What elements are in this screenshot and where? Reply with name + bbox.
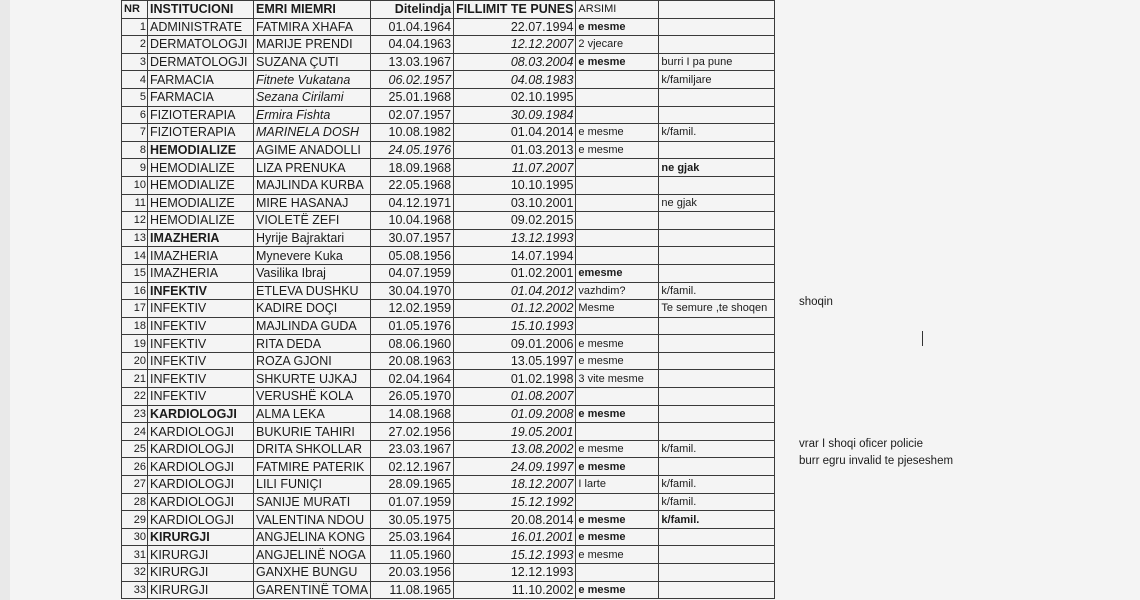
table-row <box>122 71 775 89</box>
table-row <box>122 88 775 106</box>
start-date-cell: 01.09.2008 <box>454 405 576 423</box>
education-cell <box>576 212 659 230</box>
start-date-cell: 15.12.1993 <box>454 546 576 564</box>
institution-cell: INFEKTIV <box>148 282 254 300</box>
start-date-cell: 20.08.2014 <box>454 511 576 529</box>
table-row <box>122 229 775 247</box>
table-row <box>122 176 775 194</box>
row-number: 12 <box>122 212 148 230</box>
education-cell: 2 vjecare <box>576 36 659 54</box>
row-number: 16 <box>122 282 148 300</box>
education-cell: e mesme <box>576 124 659 142</box>
table-row <box>122 53 775 71</box>
education-cell: e mesme <box>576 335 659 353</box>
institution-cell: HEMODIALIZE <box>148 212 254 230</box>
table-row <box>122 300 775 318</box>
start-date-cell: 09.01.2006 <box>454 335 576 353</box>
table-row <box>122 440 775 458</box>
start-date-cell: 13.08.2002 <box>454 440 576 458</box>
table-header-row <box>122 1 775 19</box>
start-date-cell: 01.08.2007 <box>454 388 576 406</box>
institution-cell: FIZIOTERAPIA <box>148 106 254 124</box>
name-cell: VERUSHË KOLA <box>254 388 371 406</box>
institution-cell: KIRURGJI <box>148 581 254 599</box>
education-cell <box>576 159 659 177</box>
birthdate-cell: 11.08.1965 <box>371 581 454 599</box>
institution-cell: HEMODIALIZE <box>148 194 254 212</box>
row-number: 28 <box>122 493 148 511</box>
institution-cell: INFEKTIV <box>148 300 254 318</box>
education-cell: e mesme <box>576 53 659 71</box>
header-ditelindja: Ditelindja <box>371 1 454 19</box>
name-cell: AGIME ANADOLLI <box>254 141 371 159</box>
start-date-cell: 01.12.2002 <box>454 300 576 318</box>
table-row <box>122 212 775 230</box>
notes-cell <box>659 335 775 353</box>
row-number: 22 <box>122 388 148 406</box>
name-cell: SANIJE MURATI <box>254 493 371 511</box>
institution-cell: INFEKTIV <box>148 352 254 370</box>
institution-cell: DERMATOLOGJI <box>148 53 254 71</box>
start-date-cell: 13.12.1993 <box>454 229 576 247</box>
start-date-cell: 01.04.2014 <box>454 124 576 142</box>
row-number: 20 <box>122 352 148 370</box>
row-number: 13 <box>122 229 148 247</box>
side-note-row26: burr egru invalid te pjeseshem <box>799 455 954 467</box>
birthdate-cell: 25.01.1968 <box>371 88 454 106</box>
table-row <box>122 511 775 529</box>
education-cell: e mesme <box>576 581 659 599</box>
notes-cell <box>659 546 775 564</box>
education-cell: emesme <box>576 264 659 282</box>
start-date-cell: 03.10.2001 <box>454 194 576 212</box>
start-date-cell: 08.03.2004 <box>454 53 576 71</box>
row-number: 1 <box>122 18 148 36</box>
start-date-cell: 22.07.1994 <box>454 18 576 36</box>
name-cell: MIRE HASANAJ <box>254 194 371 212</box>
name-cell: Ermira Fishta <box>254 106 371 124</box>
row-number: 30 <box>122 528 148 546</box>
name-cell: MARIJE PRENDI <box>254 36 371 54</box>
name-cell: VALENTINA NDOU <box>254 511 371 529</box>
header-shenime <box>659 1 775 19</box>
birthdate-cell: 06.02.1957 <box>371 71 454 89</box>
birthdate-cell: 04.04.1963 <box>371 36 454 54</box>
name-cell: VIOLETË ZEFI <box>254 212 371 230</box>
row-number: 32 <box>122 564 148 582</box>
institution-cell: KARDIOLOGJI <box>148 458 254 476</box>
start-date-cell: 12.12.1993 <box>454 564 576 582</box>
education-cell: e mesme <box>576 18 659 36</box>
row-number: 2 <box>122 36 148 54</box>
birthdate-cell: 01.05.1976 <box>371 317 454 335</box>
table-row <box>122 264 775 282</box>
institution-cell: HEMODIALIZE <box>148 176 254 194</box>
notes-cell <box>659 352 775 370</box>
birthdate-cell: 12.02.1959 <box>371 300 454 318</box>
table-row <box>122 106 775 124</box>
row-number: 8 <box>122 141 148 159</box>
education-cell <box>576 423 659 441</box>
education-cell: e mesme <box>576 546 659 564</box>
notes-cell <box>659 317 775 335</box>
name-cell: ANGJELINË NOGA <box>254 546 371 564</box>
birthdate-cell: 04.12.1971 <box>371 194 454 212</box>
start-date-cell: 14.07.1994 <box>454 247 576 265</box>
name-cell: GARENTINË TOMA <box>254 581 371 599</box>
table-row <box>122 476 775 494</box>
institution-cell: KIRURGJI <box>148 546 254 564</box>
institution-cell: FARMACIA <box>148 88 254 106</box>
institution-cell: INFEKTIV <box>148 388 254 406</box>
table-row <box>122 247 775 265</box>
text-cursor-mark <box>922 331 923 346</box>
name-cell: ROZA GJONI <box>254 352 371 370</box>
start-date-cell: 15.10.1993 <box>454 317 576 335</box>
birthdate-cell: 01.07.1959 <box>371 493 454 511</box>
birthdate-cell: 27.02.1956 <box>371 423 454 441</box>
notes-cell <box>659 528 775 546</box>
row-number: 3 <box>122 53 148 71</box>
notes-cell <box>659 264 775 282</box>
table-row <box>122 159 775 177</box>
birthdate-cell: 26.05.1970 <box>371 388 454 406</box>
document-page <box>10 0 1140 600</box>
birthdate-cell: 04.07.1959 <box>371 264 454 282</box>
row-number: 29 <box>122 511 148 529</box>
staff-table-container <box>121 0 775 599</box>
education-cell: e mesme <box>576 440 659 458</box>
notes-cell <box>659 18 775 36</box>
table-row <box>122 370 775 388</box>
start-date-cell: 10.10.1995 <box>454 176 576 194</box>
row-number: 23 <box>122 405 148 423</box>
notes-cell <box>659 247 775 265</box>
birthdate-cell: 18.09.1968 <box>371 159 454 177</box>
table-row <box>122 388 775 406</box>
name-cell: LILI FUNIÇI <box>254 476 371 494</box>
education-cell <box>576 317 659 335</box>
row-number: 33 <box>122 581 148 599</box>
institution-cell: KARDIOLOGJI <box>148 511 254 529</box>
education-cell <box>576 71 659 89</box>
table-row <box>122 194 775 212</box>
birthdate-cell: 23.03.1967 <box>371 440 454 458</box>
education-cell: e mesme <box>576 511 659 529</box>
institution-cell: IMAZHERIA <box>148 264 254 282</box>
row-number: 11 <box>122 194 148 212</box>
notes-cell <box>659 212 775 230</box>
name-cell: Sezana Cirilami <box>254 88 371 106</box>
notes-cell <box>659 423 775 441</box>
notes-cell <box>659 229 775 247</box>
name-cell: SHKURTE UJKAJ <box>254 370 371 388</box>
birthdate-cell: 22.05.1968 <box>371 176 454 194</box>
start-date-cell: 13.05.1997 <box>454 352 576 370</box>
notes-cell: k/famil. <box>659 282 775 300</box>
notes-cell <box>659 564 775 582</box>
notes-cell <box>659 458 775 476</box>
education-cell: e mesme <box>576 528 659 546</box>
table-row <box>122 282 775 300</box>
table-row <box>122 528 775 546</box>
notes-cell: Te semure ,te shoqen <box>659 300 775 318</box>
birthdate-cell: 13.03.1967 <box>371 53 454 71</box>
header-nr: NR <box>122 1 148 19</box>
name-cell: Hyrije Bajraktari <box>254 229 371 247</box>
notes-cell: ne gjak <box>659 159 775 177</box>
row-number: 9 <box>122 159 148 177</box>
table-row <box>122 423 775 441</box>
education-cell: Mesme <box>576 300 659 318</box>
name-cell: MAJLINDA GUDA <box>254 317 371 335</box>
education-cell <box>576 493 659 511</box>
table-row <box>122 405 775 423</box>
birthdate-cell: 11.05.1960 <box>371 546 454 564</box>
table-row <box>122 458 775 476</box>
birthdate-cell: 30.05.1975 <box>371 511 454 529</box>
side-note-row25: vrar I shoqi oficer policie <box>799 438 923 450</box>
education-cell: e mesme <box>576 141 659 159</box>
institution-cell: INFEKTIV <box>148 335 254 353</box>
notes-cell <box>659 388 775 406</box>
notes-cell: k/famil. <box>659 124 775 142</box>
name-cell: ALMA LEKA <box>254 405 371 423</box>
name-cell: RITA DEDA <box>254 335 371 353</box>
row-number: 24 <box>122 423 148 441</box>
education-cell <box>576 247 659 265</box>
row-number: 4 <box>122 71 148 89</box>
institution-cell: ADMINISTRATE <box>148 18 254 36</box>
institution-cell: KIRURGJI <box>148 564 254 582</box>
notes-cell <box>659 581 775 599</box>
start-date-cell: 11.10.2002 <box>454 581 576 599</box>
name-cell: ETLEVA DUSHKU <box>254 282 371 300</box>
name-cell: BUKURIE TAHIRI <box>254 423 371 441</box>
start-date-cell: 24.09.1997 <box>454 458 576 476</box>
name-cell: FATMIRA XHAFA <box>254 18 371 36</box>
institution-cell: KARDIOLOGJI <box>148 476 254 494</box>
birthdate-cell: 28.09.1965 <box>371 476 454 494</box>
table-row <box>122 546 775 564</box>
row-number: 7 <box>122 124 148 142</box>
birthdate-cell: 01.04.1964 <box>371 18 454 36</box>
table-row <box>122 317 775 335</box>
start-date-cell: 04.08.1983 <box>454 71 576 89</box>
notes-cell <box>659 405 775 423</box>
education-cell: I larte <box>576 476 659 494</box>
education-cell <box>576 388 659 406</box>
institution-cell: KIRURGJI <box>148 528 254 546</box>
birthdate-cell: 02.12.1967 <box>371 458 454 476</box>
notes-cell <box>659 88 775 106</box>
notes-cell <box>659 106 775 124</box>
table-row <box>122 352 775 370</box>
header-institucioni: INSTITUCIONI <box>148 1 254 19</box>
education-cell: e mesme <box>576 352 659 370</box>
start-date-cell: 02.10.1995 <box>454 88 576 106</box>
table-row <box>122 18 775 36</box>
institution-cell: IMAZHERIA <box>148 229 254 247</box>
row-number: 21 <box>122 370 148 388</box>
notes-cell: k/famil. <box>659 440 775 458</box>
start-date-cell: 19.05.2001 <box>454 423 576 441</box>
institution-cell: KARDIOLOGJI <box>148 493 254 511</box>
start-date-cell: 01.02.1998 <box>454 370 576 388</box>
institution-cell: FIZIOTERAPIA <box>148 124 254 142</box>
notes-cell: k/famil. <box>659 476 775 494</box>
notes-cell: burri I pa pune <box>659 53 775 71</box>
table-row <box>122 564 775 582</box>
education-cell: 3 vite mesme <box>576 370 659 388</box>
table-row <box>122 581 775 599</box>
name-cell: Mynevere Kuka <box>254 247 371 265</box>
row-number: 6 <box>122 106 148 124</box>
start-date-cell: 09.02.2015 <box>454 212 576 230</box>
education-cell <box>576 88 659 106</box>
row-number: 26 <box>122 458 148 476</box>
education-cell: e mesme <box>576 405 659 423</box>
institution-cell: HEMODIALIZE <box>148 141 254 159</box>
side-note-row17: shoqin <box>799 296 833 308</box>
start-date-cell: 30.09.1984 <box>454 106 576 124</box>
notes-cell <box>659 370 775 388</box>
birthdate-cell: 10.08.1982 <box>371 124 454 142</box>
education-cell: e mesme <box>576 458 659 476</box>
institution-cell: DERMATOLOGJI <box>148 36 254 54</box>
staff-table <box>121 0 775 599</box>
birthdate-cell: 30.07.1957 <box>371 229 454 247</box>
institution-cell: FARMACIA <box>148 71 254 89</box>
row-number: 14 <box>122 247 148 265</box>
birthdate-cell: 25.03.1964 <box>371 528 454 546</box>
start-date-cell: 18.12.2007 <box>454 476 576 494</box>
notes-cell <box>659 141 775 159</box>
birthdate-cell: 08.06.1960 <box>371 335 454 353</box>
row-number: 5 <box>122 88 148 106</box>
name-cell: KADIRE DOÇI <box>254 300 371 318</box>
notes-cell: k/famil. <box>659 511 775 529</box>
name-cell: Fitnete Vukatana <box>254 71 371 89</box>
name-cell: Vasilika Ibraj <box>254 264 371 282</box>
education-cell <box>576 564 659 582</box>
institution-cell: KARDIOLOGJI <box>148 405 254 423</box>
name-cell: ANGJELINA KONG <box>254 528 371 546</box>
name-cell: DRITA SHKOLLAR <box>254 440 371 458</box>
birthdate-cell: 14.08.1968 <box>371 405 454 423</box>
table-row <box>122 141 775 159</box>
birthdate-cell: 30.04.1970 <box>371 282 454 300</box>
header-emri: EMRI MIEMRI <box>254 1 371 19</box>
table-row <box>122 36 775 54</box>
institution-cell: INFEKTIV <box>148 370 254 388</box>
notes-cell <box>659 176 775 194</box>
row-number: 18 <box>122 317 148 335</box>
start-date-cell: 15.12.1992 <box>454 493 576 511</box>
name-cell: LIZA PRENUKA <box>254 159 371 177</box>
start-date-cell: 01.03.2013 <box>454 141 576 159</box>
start-date-cell: 01.02.2001 <box>454 264 576 282</box>
header-fillimi: FILLIMIT TE PUNES <box>454 1 576 19</box>
name-cell: MAJLINDA KURBA <box>254 176 371 194</box>
birthdate-cell: 20.03.1956 <box>371 564 454 582</box>
row-number: 17 <box>122 300 148 318</box>
row-number: 31 <box>122 546 148 564</box>
start-date-cell: 16.01.2001 <box>454 528 576 546</box>
education-cell <box>576 176 659 194</box>
name-cell: GANXHE BUNGU <box>254 564 371 582</box>
table-row <box>122 493 775 511</box>
notes-cell: k/familjare <box>659 71 775 89</box>
name-cell: MARINELA DOSH <box>254 124 371 142</box>
notes-cell <box>659 36 775 54</box>
row-number: 19 <box>122 335 148 353</box>
birthdate-cell: 24.05.1976 <box>371 141 454 159</box>
table-row <box>122 335 775 353</box>
start-date-cell: 12.12.2007 <box>454 36 576 54</box>
row-number: 15 <box>122 264 148 282</box>
education-cell <box>576 229 659 247</box>
education-cell: vazhdim? <box>576 282 659 300</box>
education-cell <box>576 106 659 124</box>
institution-cell: INFEKTIV <box>148 317 254 335</box>
birthdate-cell: 10.04.1968 <box>371 212 454 230</box>
start-date-cell: 11.07.2007 <box>454 159 576 177</box>
birthdate-cell: 02.04.1964 <box>371 370 454 388</box>
table-body <box>122 18 775 599</box>
institution-cell: KARDIOLOGJI <box>148 440 254 458</box>
birthdate-cell: 05.08.1956 <box>371 247 454 265</box>
table-row <box>122 124 775 142</box>
header-arsimi: ARSIMI <box>576 1 659 19</box>
name-cell: FATMIRE PATERIK <box>254 458 371 476</box>
institution-cell: KARDIOLOGJI <box>148 423 254 441</box>
name-cell: SUZANA ÇUTI <box>254 53 371 71</box>
start-date-cell: 01.04.2012 <box>454 282 576 300</box>
birthdate-cell: 20.08.1963 <box>371 352 454 370</box>
notes-cell: k/famil. <box>659 493 775 511</box>
row-number: 25 <box>122 440 148 458</box>
notes-cell: ne gjak <box>659 194 775 212</box>
row-number: 27 <box>122 476 148 494</box>
institution-cell: IMAZHERIA <box>148 247 254 265</box>
institution-cell: HEMODIALIZE <box>148 159 254 177</box>
birthdate-cell: 02.07.1957 <box>371 106 454 124</box>
row-number: 10 <box>122 176 148 194</box>
education-cell <box>576 194 659 212</box>
